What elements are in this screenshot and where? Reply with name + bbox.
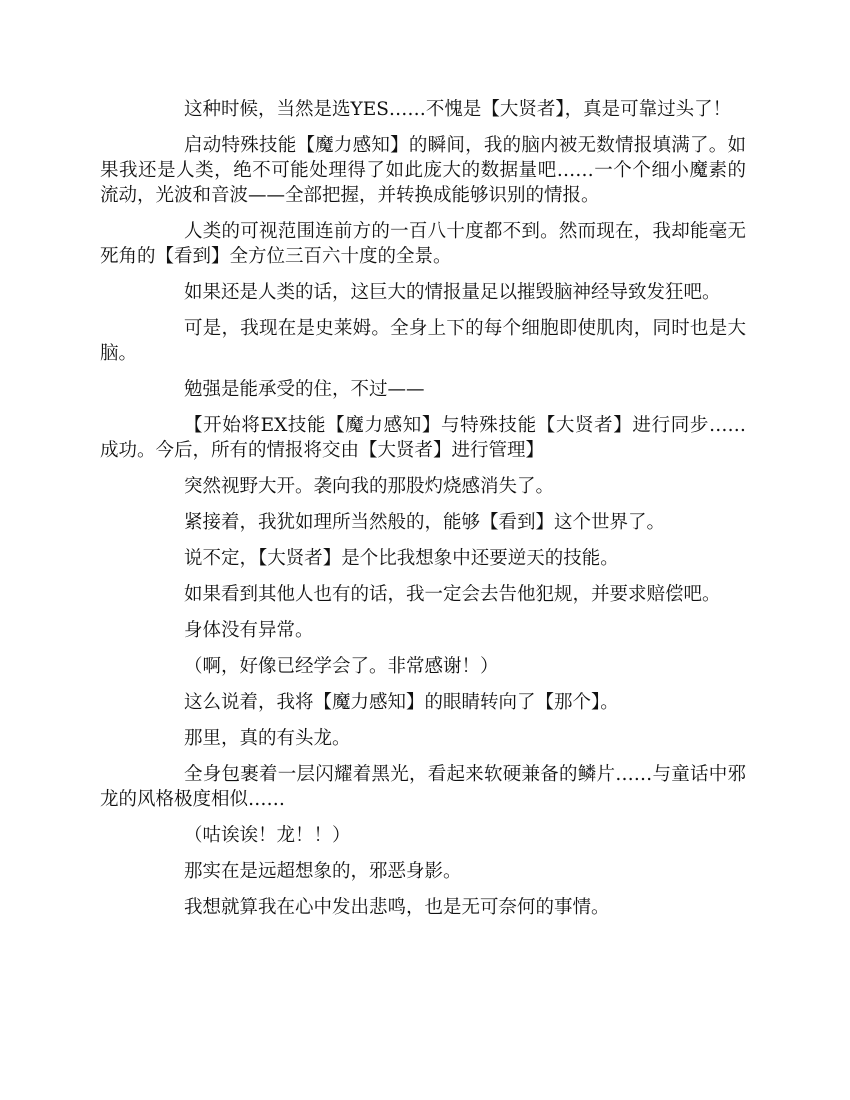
paragraph: 那实在是远超想象的，邪恶身影。 [184,861,462,882]
paragraph: 我想就算我在心中发出悲鸣，也是无可奈何的事情。 [184,897,610,918]
paragraph: 如果看到其他人也有的话，我一定会去告他犯规，并要求赔偿吧。 [184,584,721,605]
paragraph: 这么说着，我将【魔力感知】的眼睛转向了【那个】。 [184,692,619,713]
paragraph: 勉强是能承受的住，不过—— [184,379,425,400]
paragraph: 紧接着，我犹如理所当然般的，能够【看到】这个世界了。 [184,512,666,533]
paragraph: （咕诶诶！龙！！） [184,825,351,846]
paragraph: （啊，好像已经学会了。非常感谢！） [184,656,499,677]
paragraph: 身体没有异常。 [184,620,314,641]
paragraph: 如果还是人类的话，这巨大的情报量足以摧毁脑神经导致发狂吧。 [184,282,721,303]
paragraph: 启动特殊技能【魔力感知】的瞬间，我的脑内被无数情报填满了。如果我还是人类，绝不可能处理得了如此庞大的数据量吧……一个个细小魔素的流动，光波和音波——全部把握，并转换成能够识别的情报。 [100,135,746,206]
paragraph: 说不定，【大贤者】是个比我想象中还要逆天的技能。 [184,548,619,569]
document-page [100,97,746,931]
paragraph: 可是，我现在是史莱姆。全身上下的每个细胞即使肌肉，同时也是大脑。 [100,318,746,364]
paragraph: 突然视野大开。袭向我的那股灼烧感消失了。 [184,476,555,497]
paragraph: 【开始将EX技能【魔力感知】与特殊技能【大贤者】进行同步……成功。今后，所有的情报将交由【大贤者】进行管理】 [100,415,746,461]
paragraph: 人类的可视范围连前方的一百八十度都不到。然而现在，我却能毫无死角的【看到】全方位三百六十度的全景。 [100,221,746,267]
paragraph: 那里，真的有头龙。 [184,728,351,749]
paragraph: 这种时候，当然是选YES……不愧是【大贤者】，真是可靠过头了！ [184,99,732,120]
paragraph: 全身包裹着一层闪耀着黑光，看起来软硬兼备的鳞片……与童话中邪龙的风格极度相似…… [100,764,746,810]
